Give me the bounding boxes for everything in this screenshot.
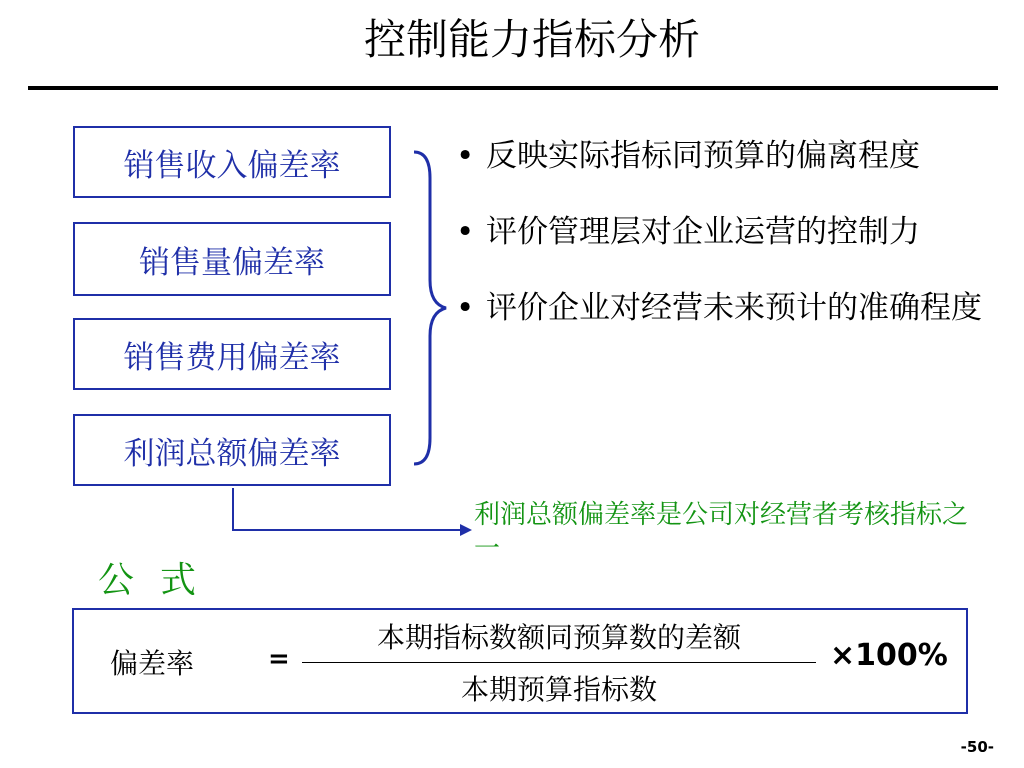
- formula-multiplier: ×100%: [830, 638, 948, 673]
- bullet-text: 评价管理层对企业运营的控制力: [486, 214, 920, 250]
- metric-label: 销售收入偏差率: [123, 147, 341, 184]
- metric-label: 利润总额偏差率: [123, 435, 341, 472]
- metric-label: 销售量偏差率: [139, 244, 325, 281]
- formula-numerator: 本期指标数额同预算数的差额: [376, 621, 741, 654]
- bullet-dot: •: [456, 290, 475, 326]
- page-number: -50-: [960, 738, 994, 756]
- bullet-text: 评价企业对经营未来预计的准确程度: [486, 290, 982, 326]
- bullet-dot: •: [456, 138, 475, 174]
- formula-heading: 公式: [98, 560, 223, 601]
- profit-note: 利润总额偏差率是公司对经营者考核指标之一: [474, 500, 969, 564]
- formula-denominator: 本期预算指标数: [460, 673, 657, 706]
- formula-equals: =: [268, 644, 290, 674]
- page-title: 控制能力指标分析: [363, 15, 700, 64]
- formula-box: [72, 608, 968, 714]
- bullet-text: 反映实际指标同预算的偏离程度: [486, 138, 920, 174]
- metric-label: 销售费用偏差率: [123, 339, 341, 376]
- bullet-dot: •: [456, 214, 475, 250]
- fraction-bar: [302, 662, 816, 663]
- formula-name: 偏差率: [110, 647, 195, 680]
